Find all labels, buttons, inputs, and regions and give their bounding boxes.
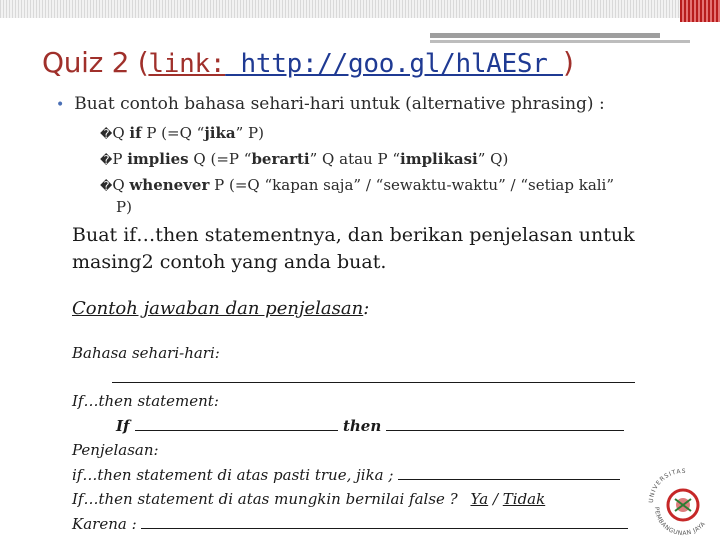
instruction-paragraph: Buat if…then statementnya, dan berikan penjelasan untuk masing2 contoh yang anda buat.	[72, 224, 635, 273]
bahasa-label: Bahasa sehari-hari:	[72, 344, 220, 362]
svg-text:UNIVERSITAS	[648, 468, 687, 503]
keyword-implikasi: implikasi	[400, 150, 478, 168]
sub-text: ” Q atau P “	[309, 150, 400, 168]
missing-glyph-icon: �	[100, 127, 113, 141]
sub-text: P (=Q “kapan saja” / “sewaktu-waktu” / “setiap kali”	[209, 176, 615, 194]
ya-option[interactable]: Ya	[470, 490, 489, 508]
keyword-whenever: whenever	[129, 176, 210, 194]
bullet-item	[56, 94, 605, 114]
title-suffix: )	[562, 46, 574, 79]
if-word: If	[116, 417, 130, 435]
karena-row	[72, 514, 628, 533]
header-stripe-gray	[0, 0, 690, 18]
ifthen-row	[116, 416, 624, 435]
missing-glyph-icon: �	[100, 179, 113, 193]
sub-text: ” Q)	[477, 150, 509, 168]
slide-title	[42, 46, 574, 79]
header-decoration	[0, 0, 720, 40]
header-bar	[430, 33, 660, 38]
ifthen-label: If…then statement:	[72, 392, 219, 410]
sub-item-implies	[100, 150, 508, 168]
keyword-jika: jika	[204, 124, 236, 142]
header-bar-thin	[430, 40, 690, 43]
sub-text: ” P)	[235, 124, 264, 142]
false-line-text: If…then statement di atas mungkin bernilai false ?	[72, 490, 458, 508]
sub-text: Q	[112, 124, 130, 142]
keyword-implies: implies	[127, 150, 189, 168]
example-heading-colon: :	[363, 298, 370, 319]
true-blank[interactable]	[398, 465, 620, 480]
sub-text: Q	[112, 176, 130, 194]
bahasa-blank[interactable]	[112, 368, 635, 383]
sub-text: Q (=P “	[188, 150, 252, 168]
title-prefix: Quiz 2 (	[42, 46, 149, 79]
bullet-dot-icon: •	[56, 97, 65, 113]
logo-text: PEMBANGUNAN JAYA	[652, 506, 708, 538]
true-row	[72, 465, 620, 484]
penjelasan-label: Penjelasan:	[72, 441, 159, 459]
example-heading	[72, 298, 369, 319]
university-seal-icon	[645, 455, 720, 540]
karena-blank[interactable]	[141, 514, 628, 529]
example-heading-text: Contoh jawaban dan penjelasan	[72, 298, 364, 319]
keyword-if: if	[129, 124, 142, 142]
tidak-option[interactable]: Tidak	[502, 490, 546, 508]
true-line-text: if…then statement di atas pasti true, jika ;	[72, 466, 394, 484]
sub-text: P)	[116, 198, 132, 216]
if-blank[interactable]	[135, 416, 338, 431]
keyword-berarti: berarti	[251, 150, 310, 168]
logo-text: UNIVERSITAS	[647, 467, 687, 504]
title-link-label: link:	[148, 49, 226, 79]
sub-item-whenever-cont	[116, 198, 132, 216]
sub-item-whenever	[100, 176, 614, 194]
then-blank[interactable]	[386, 416, 624, 431]
bahasa-blank-row	[112, 368, 635, 387]
karena-label: Karena :	[72, 515, 137, 533]
false-row	[72, 490, 545, 508]
then-word: then	[342, 417, 382, 435]
header-stripe-red	[680, 0, 720, 22]
missing-glyph-icon: �	[100, 153, 113, 167]
sub-text: P	[112, 150, 128, 168]
sub-text: P (=Q “	[141, 124, 205, 142]
option-separator: /	[488, 490, 503, 508]
sub-item-if	[100, 124, 264, 142]
bullet-text: Buat contoh bahasa sehari-hari untuk (alternative phrasing) :	[74, 94, 605, 114]
quiz-link[interactable]: http://goo.gl/hlAESr	[225, 49, 563, 79]
